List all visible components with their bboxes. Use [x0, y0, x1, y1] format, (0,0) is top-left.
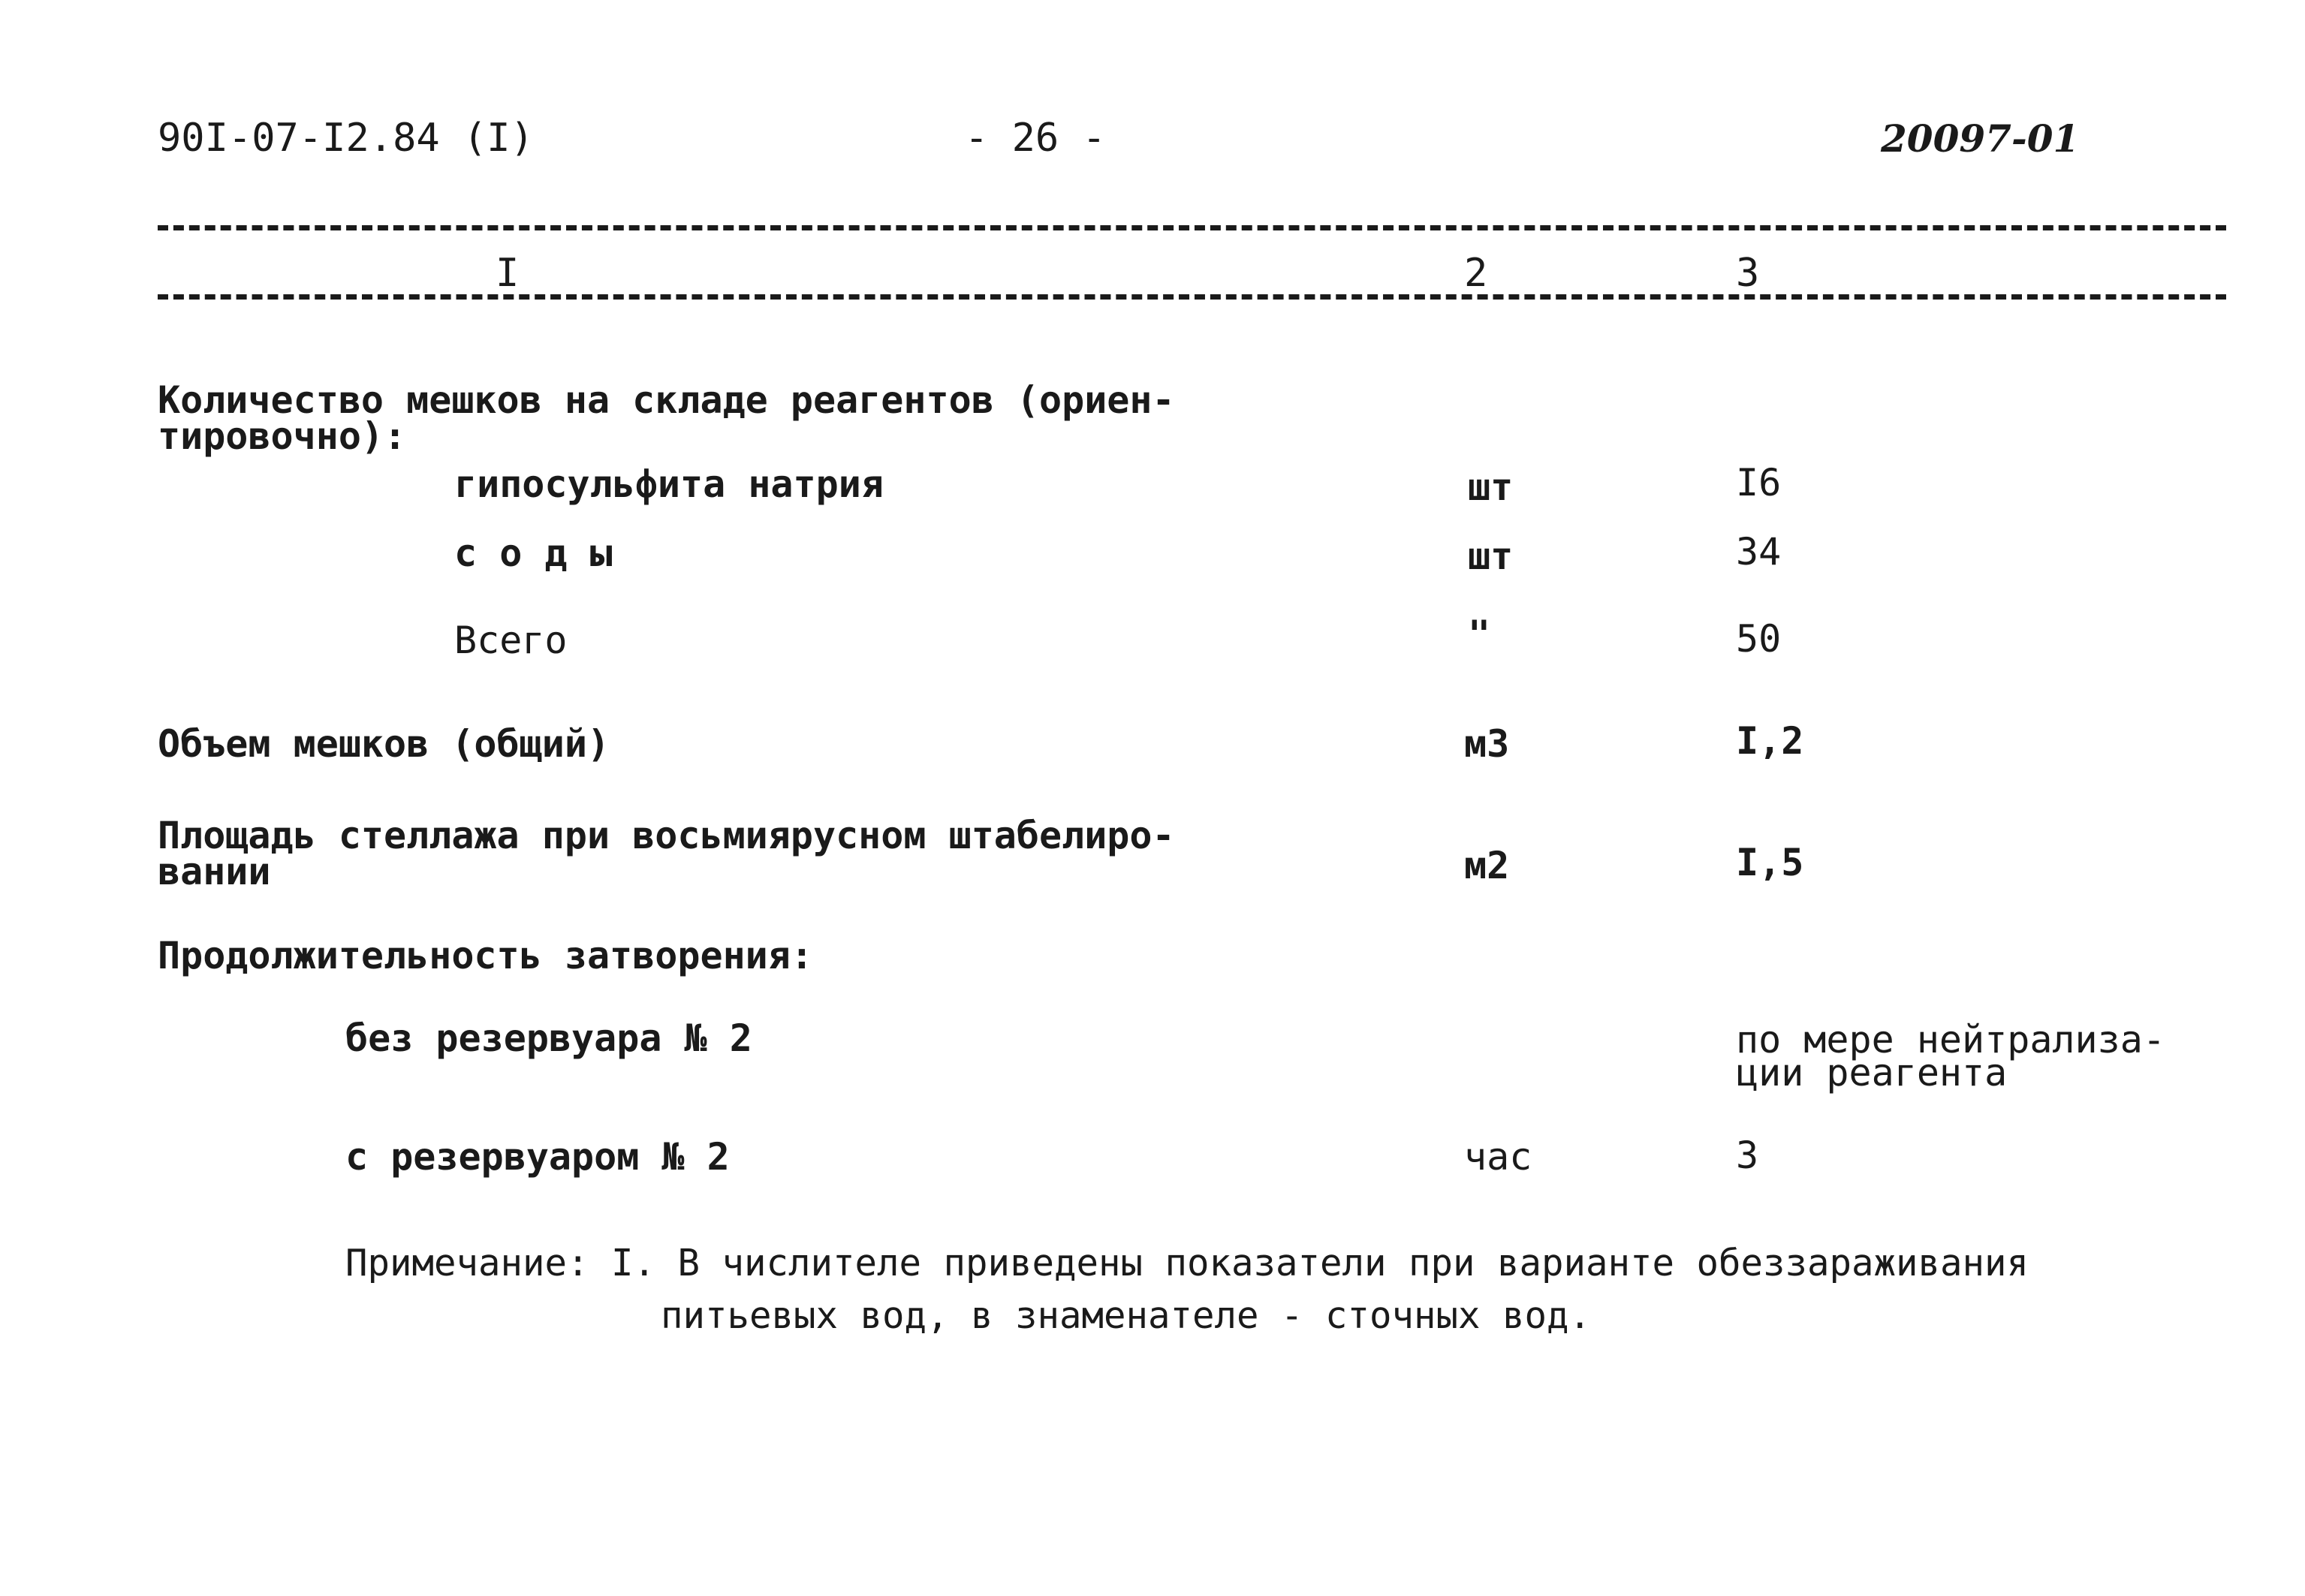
total-unit-ditto: " [1468, 613, 1491, 656]
handwritten-number: 20097-01 [1881, 116, 2080, 161]
area-label-line1: Площадь стеллажа при восьмиярусном штабелиро- [158, 814, 1175, 857]
with-tank-label: с резервуаром № 2 [345, 1135, 730, 1179]
soda-value: 34 [1736, 530, 1782, 574]
bags-title-line2: тировочно): [158, 414, 407, 458]
document-code: 90I-07-I2.84 (I) [158, 116, 534, 161]
note-line2: питьевых вод, в знаменателе - сточных вод. [661, 1294, 1592, 1337]
area-label-line2: вании [158, 850, 271, 893]
soda-unit: шт [1468, 535, 1514, 578]
bags-title-line1: Количество мешков на складе реагентов (ориен- [158, 378, 1175, 422]
soda-label: с о д ы [454, 531, 613, 575]
area-value: I,5 [1736, 841, 1804, 884]
table-top-rule [158, 225, 2226, 230]
total-value: 50 [1736, 617, 1782, 661]
total-label: Всего [454, 619, 568, 662]
hyposulfite-value: I6 [1736, 461, 1782, 504]
no-tank-value-line2: ции реагента [1736, 1051, 2008, 1095]
column-header-1: I [496, 251, 520, 296]
page-number: - 26 - [965, 116, 1106, 161]
with-tank-unit: час [1464, 1135, 1532, 1179]
volume-unit: м3 [1464, 722, 1510, 766]
volume-label: Объем мешков (общий) [158, 722, 610, 766]
hyposulfite-unit: шт [1468, 465, 1514, 509]
duration-title: Продолжительность затворения: [158, 934, 813, 977]
volume-value: I,2 [1736, 719, 1804, 763]
area-unit: м2 [1464, 844, 1510, 887]
note-line1: Примечание: I. В числителе приведены показатели при варианте обеззараживания [345, 1242, 2029, 1284]
hyposulfite-label: гипосульфита натрия [454, 462, 884, 506]
column-header-2: 2 [1464, 251, 1488, 296]
with-tank-value: 3 [1736, 1134, 1759, 1177]
table-header-bottom-rule [158, 294, 2226, 300]
no-tank-label: без резервуара № 2 [345, 1016, 752, 1060]
no-tank-value-line1: по мере нейтрализа- [1736, 1018, 2165, 1061]
column-header-3: 3 [1736, 251, 1760, 296]
